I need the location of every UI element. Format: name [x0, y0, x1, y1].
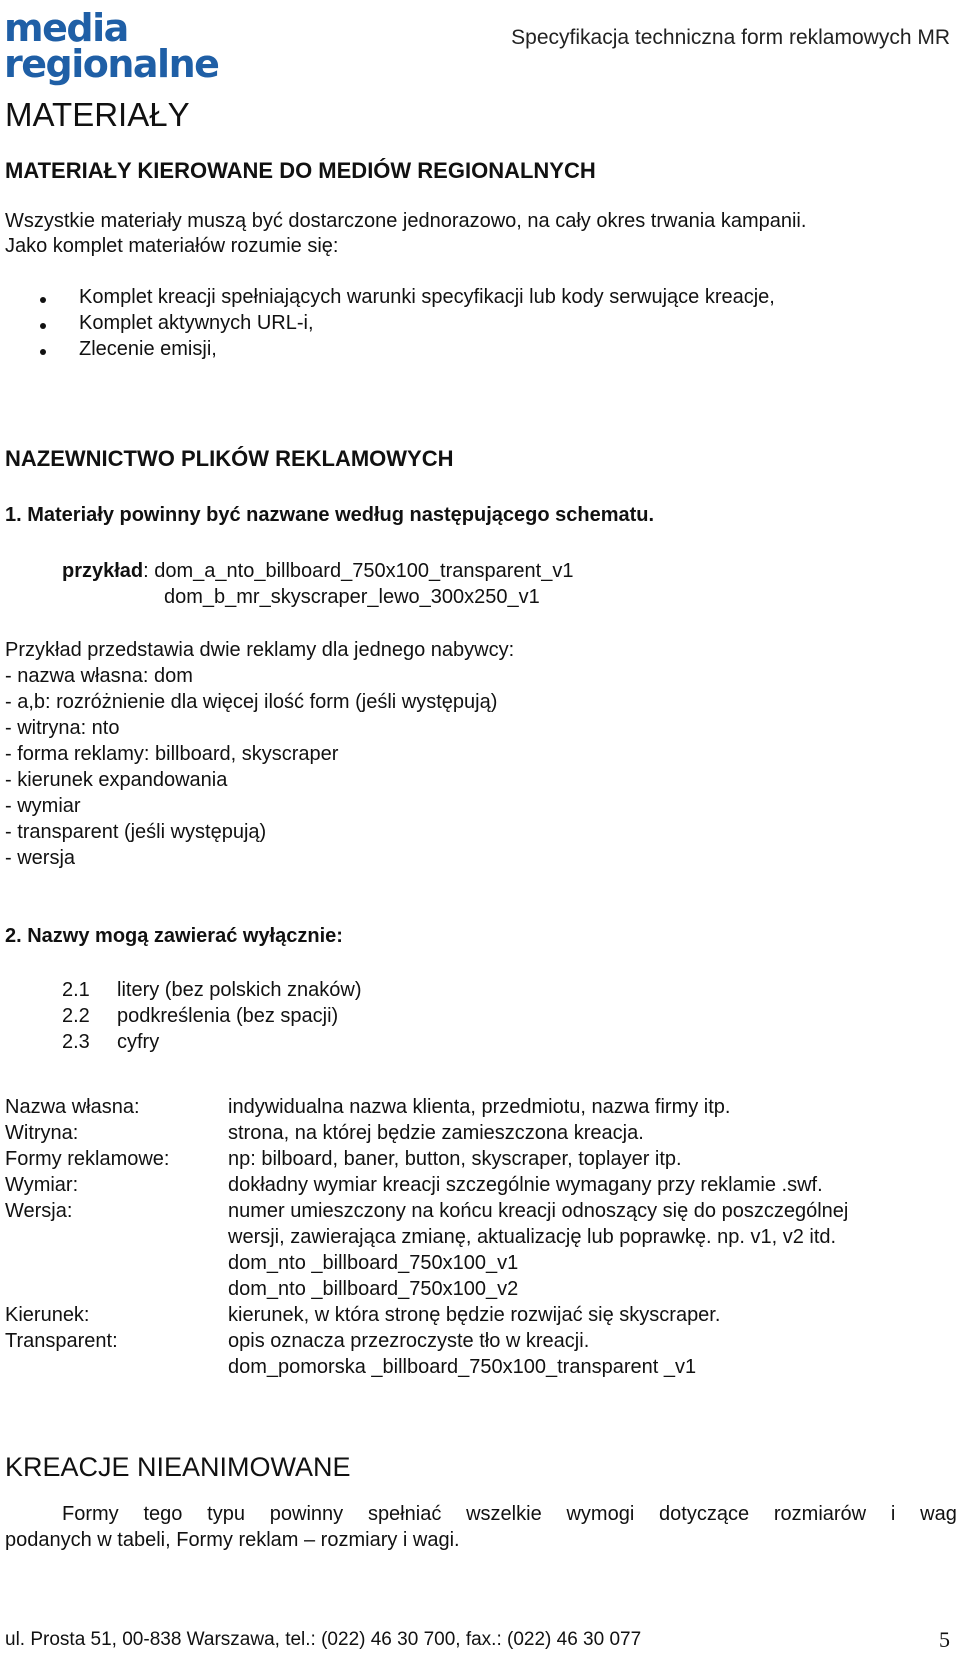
- definition-value-kierunek: kierunek, w która stronę będzie rozwijać się skyscraper.: [228, 1304, 721, 1326]
- materials-bullet-item: Komplet aktywnych URL-i,: [79, 312, 314, 334]
- example-filename-1: : dom_a_nto_billboard_750x100_transparent_v1: [143, 560, 574, 582]
- paragraph-word: spełniać: [367, 1503, 442, 1525]
- materials-intro-line2: Jako komplet materiałów rozumie się:: [5, 235, 339, 257]
- paragraph-line-2: podanych w tabeli, Formy reklam – rozmiary i wagi.: [5, 1529, 460, 1551]
- explanation-line: - forma reklamy: billboard, skyscraper: [5, 743, 339, 765]
- definition-example-wersja: dom_nto _billboard_750x100_v1: [228, 1252, 519, 1274]
- bullet-icon: [40, 297, 46, 303]
- definition-value-wersja: numer umieszczony na końcu kreacji odnoszący się do poszczególnej: [228, 1200, 849, 1222]
- explanation-line: - wymiar: [5, 795, 81, 817]
- paragraph-line-1: [5, 1503, 957, 1526]
- allowed-number: 2.2: [62, 1005, 90, 1027]
- explanation-line: - transparent (jeśli występują): [5, 821, 267, 843]
- paragraph-word: wszelkie: [466, 1503, 542, 1525]
- paragraph-word: dotyczące: [659, 1503, 750, 1525]
- definition-label-wymiar: Wymiar:: [5, 1174, 79, 1196]
- definition-label-kierunek: Kierunek:: [5, 1304, 90, 1326]
- explanation-line: Przykład przedstawia dwie reklamy dla jednego nabywcy:: [5, 639, 515, 661]
- paragraph-word: tego: [143, 1503, 183, 1525]
- logo-text-regionalne: regionalne: [4, 42, 219, 86]
- bullet-icon: [40, 349, 46, 355]
- example-line-1: [62, 560, 573, 583]
- definition-label-wersja: Wersja:: [5, 1200, 73, 1222]
- definition-label-nazwa: Nazwa własna:: [5, 1096, 140, 1118]
- explanation-line: - witryna: nto: [5, 717, 120, 739]
- allowed-text: podkreślenia (bez spacji): [117, 1005, 339, 1027]
- allowed-number: 2.3: [62, 1031, 90, 1053]
- media-regionalne-logo: [4, 6, 219, 86]
- explanation-line: - kierunek expandowania: [5, 769, 228, 791]
- definition-label-formy: Formy reklamowe:: [5, 1148, 170, 1170]
- explanation-line: - nazwa własna: dom: [5, 665, 193, 687]
- materials-subheading: MATERIAŁY KIEROWANE DO MEDIÓW REGIONALNYCH: [5, 158, 596, 183]
- page-number: 5: [939, 1627, 950, 1652]
- materials-bullet-item: Komplet kreacji spełniających warunki specyfikacji lub kody serwujące kreacje,: [79, 286, 775, 308]
- logo-text-media: media: [4, 6, 128, 50]
- naming-rule-2: 2. Nazwy mogą zawierać wyłącznie:: [5, 925, 343, 947]
- allowed-text: cyfry: [117, 1031, 160, 1053]
- example-filename-2: dom_b_mr_skyscraper_lewo_300x250_v1: [164, 586, 540, 608]
- paragraph-word: wag: [920, 1503, 957, 1525]
- definition-value-wersja-cont: wersji, zawierająca zmianę, aktualizację lub poprawkę. np. v1, v2 itd.: [228, 1226, 837, 1248]
- naming-heading: NAZEWNICTWO PLIKÓW REKLAMOWYCH: [5, 446, 454, 471]
- allowed-text: litery (bez polskich znaków): [117, 979, 362, 1001]
- definition-label-transparent: Transparent:: [5, 1330, 118, 1352]
- static-creatives-heading: KREACJE NIEANIMOWANE: [5, 1452, 351, 1482]
- definition-example-transparent: dom_pomorska _billboard_750x100_transparent _v1: [228, 1356, 697, 1378]
- bullet-icon: [40, 323, 46, 329]
- materials-heading: MATERIAŁY: [5, 96, 190, 133]
- paragraph-word: Formy: [62, 1503, 119, 1525]
- paragraph-word: wymogi: [566, 1503, 635, 1525]
- document-title: Specyfikacja techniczna form reklamowych MR: [511, 26, 950, 49]
- footer-address: ul. Prosta 51, 00-838 Warszawa, tel.: (022) 46 30 700, fax.: (022) 46 30 077: [5, 1629, 642, 1650]
- definition-value-wymiar: dokładny wymiar kreacji szczególnie wymagany przy reklamie .swf.: [228, 1174, 823, 1196]
- definition-value-nazwa: indywidualna nazwa klienta, przedmiotu, nazwa firmy itp.: [228, 1096, 731, 1118]
- example-label: przykład: [62, 560, 144, 582]
- naming-rule-1: 1. Materiały powinny być nazwane według następującego schematu.: [5, 504, 655, 526]
- paragraph-word: typu: [207, 1503, 245, 1525]
- allowed-number: 2.1: [62, 979, 90, 1001]
- materials-intro-line1: Wszystkie materiały muszą być dostarczone jednorazowo, na cały okres trwania kampanii.: [5, 210, 807, 232]
- materials-bullet-item: Zlecenie emisji,: [79, 338, 217, 360]
- paragraph-word: i: [890, 1503, 896, 1525]
- definition-example-wersja: dom_nto _billboard_750x100_v2: [228, 1278, 519, 1300]
- explanation-line: - a,b: rozróżnienie dla więcej ilość form (jeśli występują): [5, 691, 498, 713]
- definition-value-formy: np: bilboard, baner, button, skyscraper, toplayer itp.: [228, 1148, 682, 1170]
- static-creatives-paragraph: [5, 1503, 960, 1552]
- paragraph-word: rozmiarów: [773, 1503, 867, 1525]
- paragraph-word: powinny: [269, 1503, 344, 1525]
- definition-value-transparent: opis oznacza przezroczyste tło w kreacji.: [228, 1330, 590, 1352]
- definition-label-witryna: Witryna:: [5, 1122, 79, 1144]
- definition-value-witryna: strona, na której będzie zamieszczona kreacja.: [228, 1122, 644, 1144]
- explanation-line: - wersja: [5, 847, 76, 869]
